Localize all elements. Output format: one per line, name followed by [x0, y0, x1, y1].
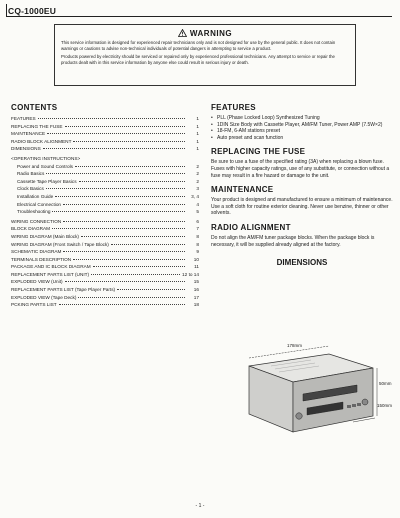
contents-item [11, 294, 199, 302]
contents-item-label: EXPLODED VIEW (Tape Deck) [11, 294, 77, 300]
volume-knob [296, 413, 302, 419]
contents-item [11, 123, 199, 131]
feature-item: • Auto preset and scan function [211, 134, 284, 141]
contents-title: CONTENTS [11, 103, 58, 112]
contents-item-label: EXPLODED VIEW (Unit) [11, 279, 63, 285]
contents-item-label: Power and Sound Controls [17, 163, 74, 169]
leader-dots [59, 304, 185, 305]
contents-item-page: 18 [193, 302, 199, 308]
contents-item [11, 130, 199, 138]
leader-dots [73, 141, 185, 142]
contents-subitem [11, 208, 199, 216]
contents-item-page: 2 [196, 178, 199, 184]
contents-item-label: BLOCK DIAGRAM [11, 226, 51, 232]
features-title: FEATURES [211, 103, 256, 112]
dimensions-title: DIMENSIONS [276, 258, 328, 268]
leader-dots [52, 228, 185, 229]
contents-item-page: 1 [196, 138, 199, 144]
leader-dots [47, 133, 185, 134]
contents-list [11, 115, 199, 309]
contents-section [11, 103, 199, 309]
leader-dots [93, 266, 185, 267]
leader-dots [75, 166, 185, 167]
model-number: CQ-1000EU [8, 6, 57, 16]
contents-item-page: 1 [196, 146, 199, 152]
warning-text [61, 40, 349, 66]
contents-item [11, 278, 199, 286]
contents-item [11, 256, 199, 264]
warning-heading [61, 27, 349, 39]
right-column [211, 103, 393, 408]
contents-item-label: FEATURES [11, 116, 36, 121]
contents-item-page: 11 [194, 264, 199, 270]
contents-item-label: WIRING DIAGRAM (Main Block) [11, 233, 79, 239]
contents-item-label: PCKING PARTS LIST [11, 302, 57, 308]
dimensions-drawing [241, 336, 381, 456]
leader-dots [46, 188, 185, 189]
leader-dots [63, 221, 185, 222]
contents-item-label: REPLACEMENT PARTS LIST (Tape Player Parts) [11, 287, 116, 293]
leader-dots [63, 251, 185, 252]
contents-subitem [11, 193, 199, 201]
contents-item-page: 1 [196, 123, 199, 129]
contents-item-page: 9 [196, 249, 199, 255]
contents-item-label: Cassette Tape Player Basics [17, 178, 77, 184]
contents-item-page: 1 [196, 131, 199, 137]
preset-button [357, 403, 361, 406]
leader-dots [55, 196, 185, 197]
contents-item [11, 263, 199, 271]
leader-dots [63, 204, 185, 205]
contents-item [11, 138, 199, 146]
radio-alignment-text: Do not align the AM/FM tuner package blocks. When the package block is necessary, it will be supplied already aligned at the factory. [211, 234, 375, 248]
height-label: 50mm [379, 381, 392, 386]
maintenance-title: MAINTENANCE [211, 185, 274, 195]
leader-dots [111, 244, 185, 245]
contents-item-label: <OPERATING INSTRUCTIONS> [11, 155, 81, 161]
contents-item-label: MAINTENANCE [11, 131, 46, 137]
tuning-knob [362, 399, 368, 405]
radio-alignment-title: RADIO ALIGNMENT [211, 222, 291, 232]
contents-item-page: 2 [196, 163, 199, 169]
contents-item [11, 301, 199, 309]
fuse-title: REPLACING THE FUSE [211, 147, 306, 157]
contents-item [11, 271, 199, 279]
contents-item [11, 248, 199, 256]
contents-item-page: 7 [196, 226, 199, 232]
contents-item-label: RADIO BLOCK ALIGNMENT [11, 138, 72, 144]
feature-item: • PLL (Phase Locked Loop) Synthesized Tuning [211, 115, 320, 121]
contents-item-page: 8 [196, 241, 199, 247]
contents-item-label: Installation Guide [17, 193, 54, 199]
contents-item-page: 5 [196, 209, 199, 215]
contents-item-page: 3 [196, 186, 199, 192]
leader-dots [38, 118, 185, 119]
contents-item-page: 17 [193, 294, 199, 300]
contents-item-page: 16 [193, 287, 199, 293]
contents-subitem [11, 163, 199, 171]
contents-item [11, 286, 199, 294]
contents-item [11, 241, 199, 249]
depth-label: 150mm [377, 403, 393, 408]
contents-subitem [11, 170, 199, 178]
contents-item-page: 4 [196, 201, 199, 207]
contents-item [11, 225, 199, 233]
contents-item [11, 218, 199, 226]
leader-dots [73, 259, 185, 260]
contents-item-label: Radio Basics [17, 171, 45, 177]
contents-item-page: 12 to 14 [182, 271, 199, 277]
contents-item-label: Troubleshooting [17, 209, 51, 215]
contents-subitem [11, 201, 199, 209]
leader-dots [79, 181, 185, 182]
maintenance-text: Your product is designed and manufactured to ensure a minimum of maintenance. Use a soft cloth for routine exterior cleaning. Never use benzine, thinner or other solvents. [211, 197, 393, 217]
width-label: 178mm [287, 343, 303, 348]
contents-item-label: WIRING CONNECTION [11, 218, 62, 224]
contents-item-label: DIMENSIONS [11, 146, 41, 152]
leader-dots [65, 126, 186, 127]
contents-item-label: SCHEMATIC DIAGRAM [11, 249, 62, 255]
warning-triangle-icon [178, 29, 187, 37]
feature-item: • 1DIN Size Body with Cassette Player, AM/FM Tuner, Power AMP (7.5W×2) [211, 121, 383, 128]
contents-item [11, 115, 199, 123]
contents-item-page: 6 [196, 218, 199, 224]
contents-item-page: 2 [196, 171, 199, 177]
preset-button [347, 405, 351, 408]
contents-item-label: PACKAGE AND IC BLOCK DIAGRAM [11, 264, 91, 270]
contents-item-label: Electrical Connection [17, 201, 62, 207]
contents-subitem [11, 178, 199, 186]
contents-item-label: REPLACING THE FUSE [11, 123, 63, 129]
leader-dots [91, 274, 180, 275]
contents-item-page: 3, 4 [191, 193, 199, 199]
contents-item-label: TERMINALS DESCRIPTION [11, 256, 72, 262]
contents-item [11, 145, 199, 153]
contents-item-page: 10 [193, 256, 199, 262]
leader-dots [81, 236, 185, 237]
features-list [211, 115, 393, 141]
contents-item-page: 8 [196, 233, 199, 239]
leader-dots [117, 289, 185, 290]
header-rule [6, 16, 392, 17]
page-number: - 1 - [195, 503, 205, 509]
contents-item-label: WIRING DIAGRAM (Front Switch / Tape Block) [11, 241, 109, 247]
contents-item-page: 15 [193, 279, 199, 285]
leader-dots [65, 281, 185, 282]
warning-paragraph: This service information is designed for experienced repair technicians only and is not designed for use by the general public. It does not contain warnings or cautions to advise non-technical individuals of potential dangers in attempting to service a product. [61, 40, 336, 52]
warning-title: WARNING [189, 28, 233, 38]
header-corner-mark [6, 4, 7, 16]
leader-dots [52, 211, 185, 212]
contents-item-page: 1 [196, 116, 199, 121]
contents-item [11, 155, 199, 163]
leader-dots [43, 148, 185, 149]
warning-paragraph: Products powered by electricity should be serviced or repaired only by experienced professional technicians. Any attempt to service or repair the products dealt with in this service information by anyone else could result in serious injury or death. [61, 53, 335, 65]
feature-item: • 18-FM, 6-AM stations preset [211, 128, 281, 135]
preset-button [352, 404, 356, 407]
warning-box [54, 24, 356, 86]
fuse-text: Be sure to use a fuse of the specified rating (3A) when replacing a blown fuse. Fuses with higher capacity ratings, use of any substitute, or connection without a fuse may result in a fire hazard or damage to the unit. [211, 159, 390, 179]
leader-dots [46, 173, 185, 174]
contents-subitem [11, 185, 199, 193]
contents-item-label: REPLACEMENT PARTS LIST (UNIT) [11, 271, 90, 277]
contents-item-label: Clock Basics [17, 186, 44, 192]
leader-dots [78, 297, 185, 298]
contents-item [11, 233, 199, 241]
